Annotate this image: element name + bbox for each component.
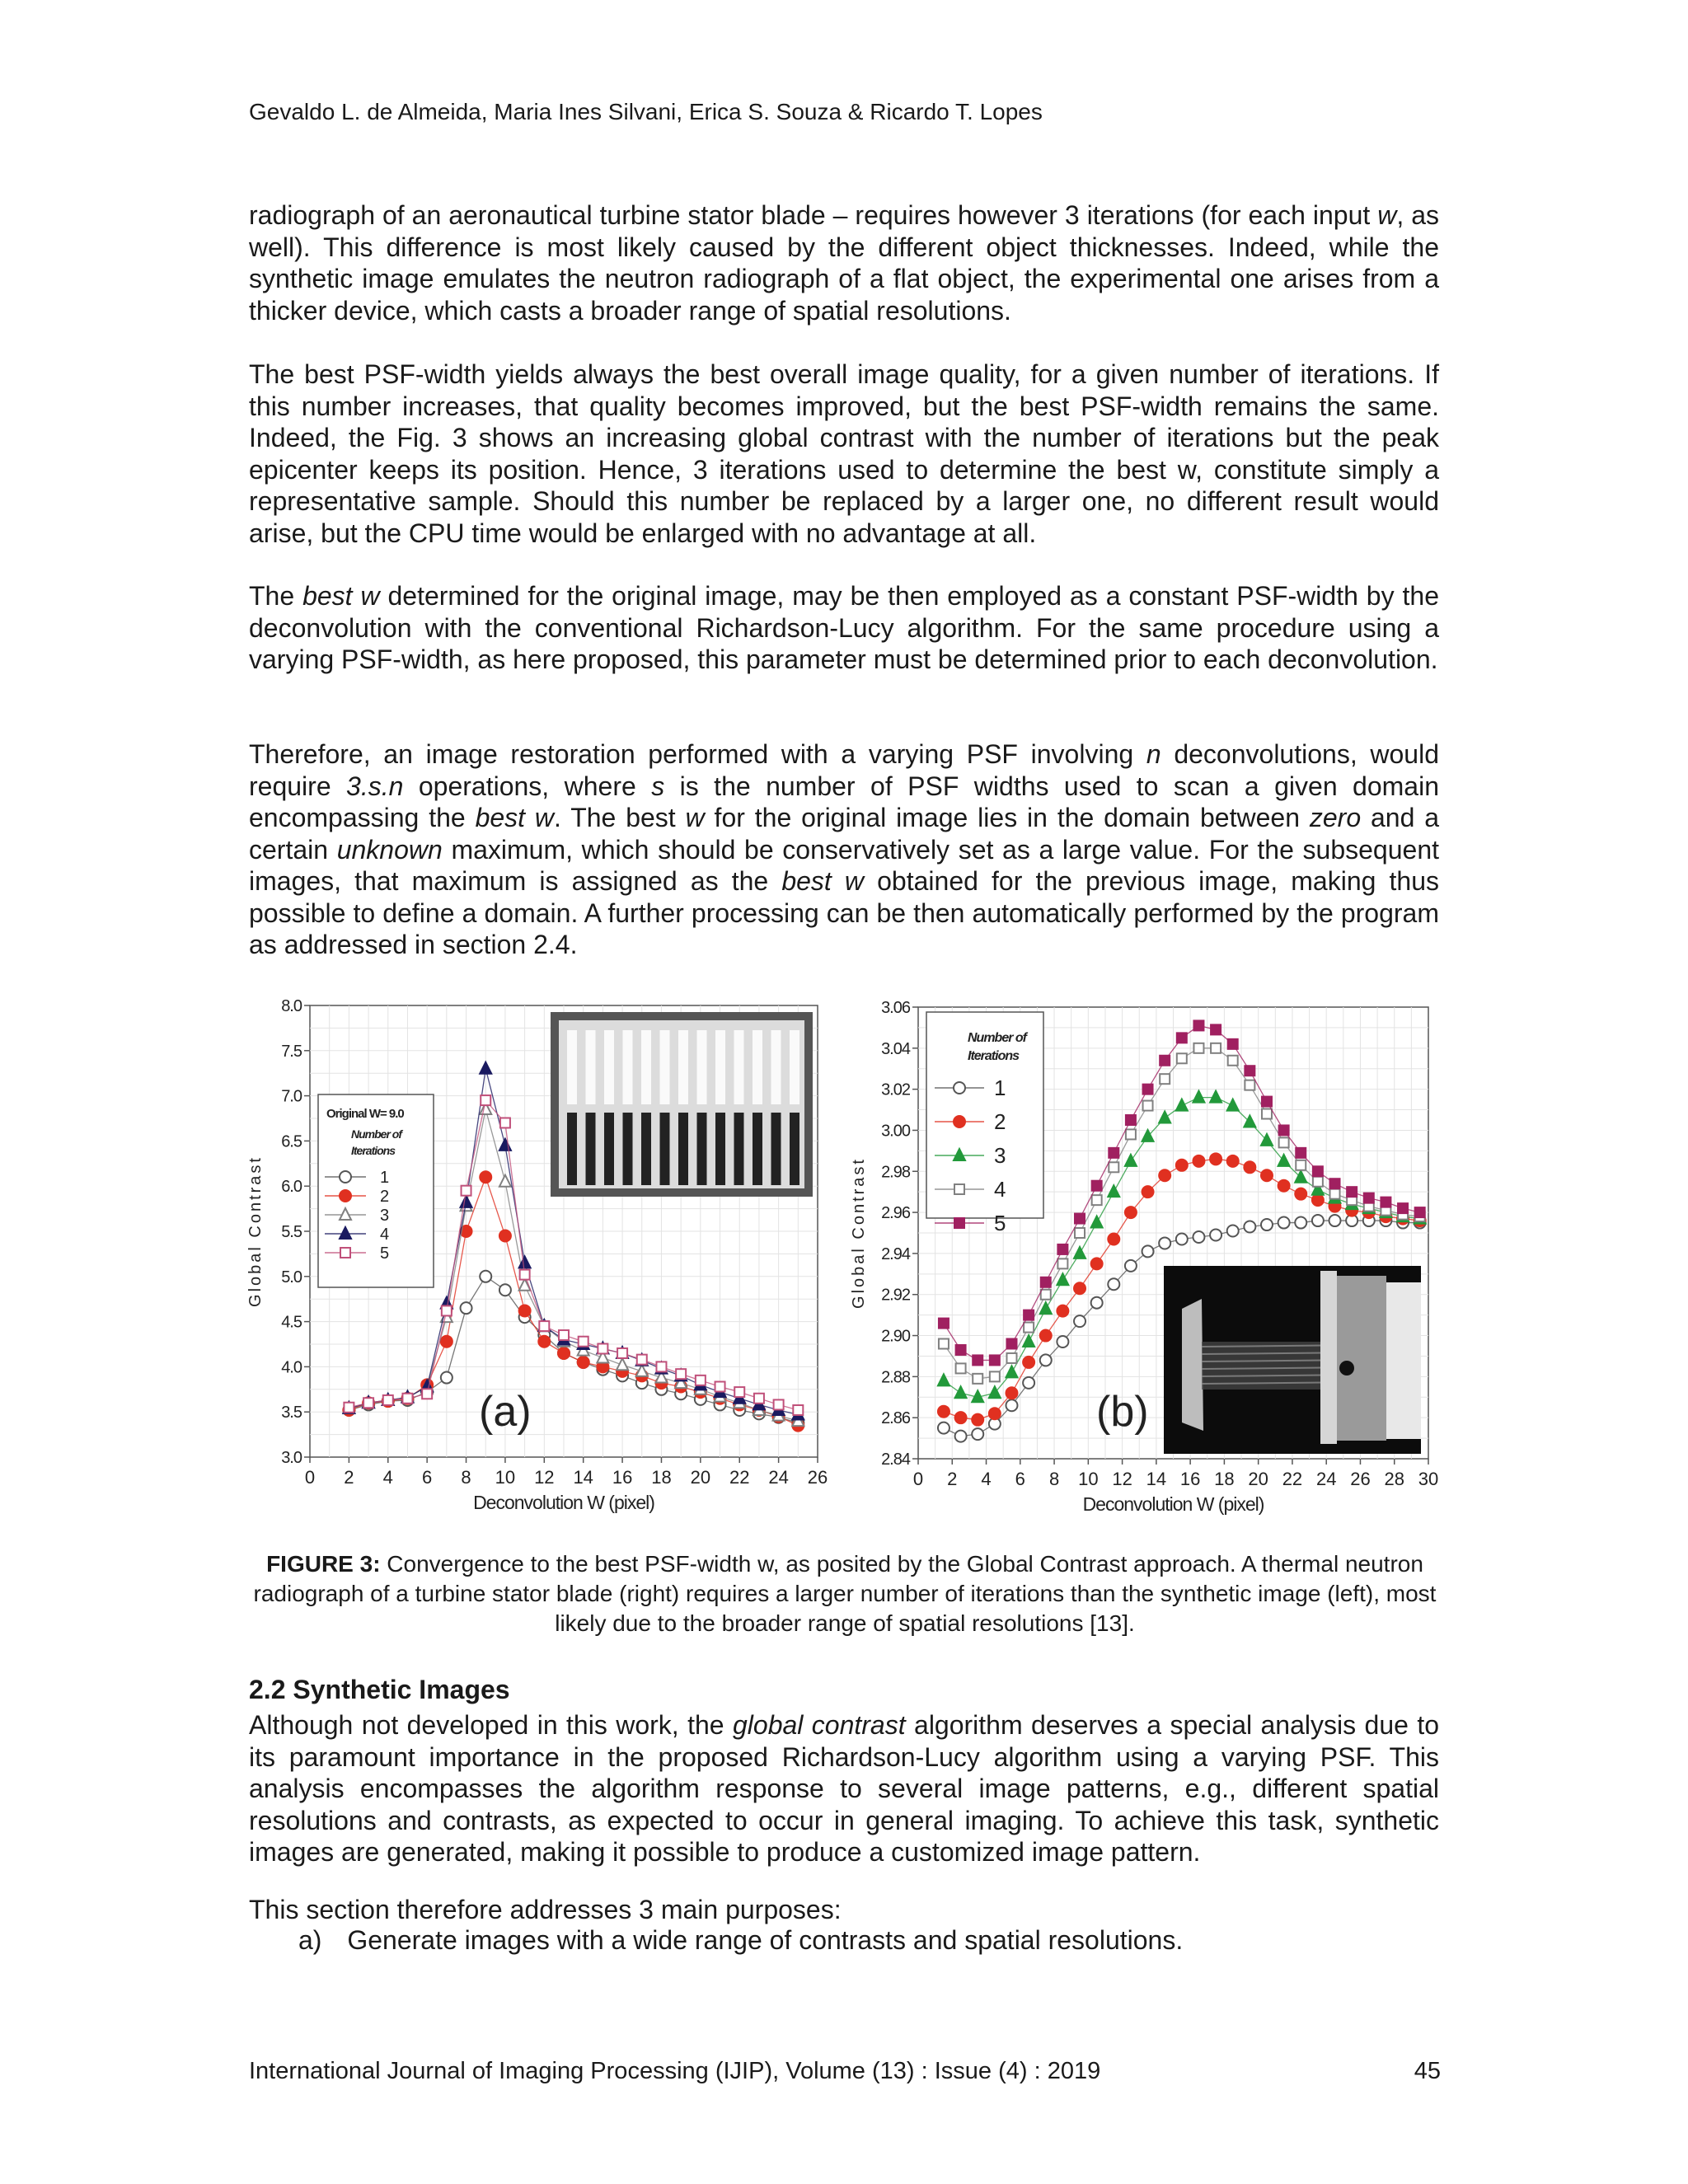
x-tick-label: 22 xyxy=(1282,1469,1303,1489)
radiograph-block xyxy=(1337,1276,1386,1441)
y-tick-label: 3.00 xyxy=(881,1122,910,1141)
data-point xyxy=(1211,1024,1221,1034)
data-point xyxy=(1381,1197,1390,1207)
x-tick-label: 0 xyxy=(304,1467,316,1488)
y-axis-label: Global Contrast xyxy=(246,1155,265,1307)
x-axis-label: Deconvolution W (pixel) xyxy=(1082,1493,1264,1515)
y-tick-label: 2.98 xyxy=(881,1163,910,1182)
y-tick-label: 6.0 xyxy=(281,1178,302,1197)
data-point xyxy=(1210,1153,1221,1165)
inset-bar-light xyxy=(660,1030,670,1104)
data-point xyxy=(955,1412,967,1423)
y-tick-label: 3.0 xyxy=(281,1449,302,1467)
italic-text: 3.s.n xyxy=(346,771,404,801)
legend-marker xyxy=(340,1248,350,1258)
data-point xyxy=(499,1284,511,1296)
data-point xyxy=(715,1382,725,1392)
data-point xyxy=(938,1406,950,1418)
x-tick-label: 4 xyxy=(382,1467,393,1488)
data-point xyxy=(1143,1085,1153,1094)
data-point xyxy=(461,1302,472,1314)
data-point xyxy=(1244,1161,1255,1173)
x-tick-label: 4 xyxy=(981,1469,992,1489)
data-point xyxy=(1040,1330,1052,1342)
inset-bar-light xyxy=(697,1030,707,1104)
data-point xyxy=(1108,1278,1119,1290)
data-point xyxy=(1312,1215,1324,1226)
data-point xyxy=(1210,1229,1221,1240)
data-point xyxy=(938,1422,950,1434)
data-point xyxy=(1024,1310,1034,1320)
data-point xyxy=(520,1270,530,1280)
figure-3a-chart xyxy=(244,997,846,1525)
data-point xyxy=(617,1348,627,1358)
data-point xyxy=(1057,1258,1067,1268)
data-point xyxy=(1177,1033,1187,1043)
text-run: for the original image lies in the domain between xyxy=(704,803,1310,832)
y-tick-label: 2.96 xyxy=(881,1204,910,1223)
data-point xyxy=(1074,1315,1085,1327)
data-point xyxy=(1262,1097,1272,1107)
data-point xyxy=(363,1398,373,1408)
body-paragraph-1 xyxy=(249,199,1439,326)
legend-subtitle: Number of xyxy=(351,1127,401,1141)
data-point xyxy=(696,1376,706,1385)
y-tick-label: 2.90 xyxy=(881,1327,910,1346)
y-tick-label: 3.04 xyxy=(881,1039,910,1058)
x-tick-label: 30 xyxy=(1418,1469,1439,1489)
inset-bar-light xyxy=(604,1030,614,1104)
panel-label: (a) xyxy=(479,1388,532,1436)
data-point xyxy=(1024,1323,1034,1333)
y-tick-label: 8.0 xyxy=(281,997,302,1015)
data-point xyxy=(1006,1399,1017,1411)
inset-bar-light xyxy=(790,1030,799,1104)
data-point xyxy=(578,1357,589,1368)
legend-label: 5 xyxy=(380,1244,390,1263)
legend-label: 3 xyxy=(380,1207,390,1225)
inset-bar-dark xyxy=(604,1113,614,1185)
inset-bar-dark xyxy=(623,1113,633,1185)
data-point xyxy=(1296,1148,1306,1158)
data-point xyxy=(1057,1305,1068,1317)
text-run: algorithm deserves a special analysis due to its paramount importance in the proposed Richardson-Lucy algorithm using a varying PSF. This analysis encompasses the algorithm response to several image patterns, e.g., different spatial resolutions and contrasts, as expected to occur in general imaging. To achieve this task, synthetic images are generated, making it possible to produce a customized image pattern. xyxy=(249,1710,1440,1867)
data-point xyxy=(1109,1148,1118,1158)
data-point xyxy=(344,1403,354,1413)
x-tick-label: 14 xyxy=(1146,1469,1167,1489)
data-point xyxy=(1227,1226,1239,1237)
inset-bar-light xyxy=(623,1030,633,1104)
data-point xyxy=(1057,1336,1068,1347)
inset-bar-light xyxy=(678,1030,688,1104)
y-tick-label: 5.5 xyxy=(281,1223,302,1241)
data-point xyxy=(973,1374,982,1384)
legend-marker xyxy=(340,1171,351,1183)
x-tick-label: 26 xyxy=(807,1467,828,1488)
data-point xyxy=(1176,1233,1188,1244)
data-point xyxy=(1228,1039,1238,1049)
inset-bar-dark xyxy=(567,1113,577,1185)
data-point xyxy=(1313,1166,1323,1176)
data-point xyxy=(774,1399,784,1409)
figure-caption-text: Convergence to the best PSF-width w, as posited by the Global Contrast approach. A thermal neutron radiograph of a turbine stator blade (right) requires a larger number of iterations than the synthetic image (left), most likely due to the broader range of spatial resolutions [13]. xyxy=(253,1551,1437,1636)
x-axis-label: Deconvolution W (pixel) xyxy=(473,1492,654,1513)
inset-bar-light xyxy=(567,1030,577,1104)
data-point xyxy=(1125,1207,1137,1218)
data-point xyxy=(500,1118,510,1127)
inset-bar-dark xyxy=(586,1113,596,1185)
data-point xyxy=(402,1394,412,1404)
legend-label: 1 xyxy=(994,1076,1006,1100)
data-point xyxy=(1228,1056,1238,1066)
inset-bar-dark xyxy=(678,1113,688,1185)
inset-bar-dark xyxy=(790,1113,799,1185)
x-tick-label: 10 xyxy=(495,1467,516,1488)
text-run: Therefore, an image restoration performed with a varying PSF involving xyxy=(249,739,1146,769)
x-tick-label: 6 xyxy=(1015,1469,1025,1489)
section-paragraph-2 xyxy=(249,1894,1439,1926)
inset-bar-dark xyxy=(734,1113,744,1185)
data-point xyxy=(1193,1043,1203,1053)
data-point xyxy=(1075,1228,1085,1238)
data-point xyxy=(956,1345,966,1355)
data-point xyxy=(1245,1080,1254,1090)
x-tick-label: 8 xyxy=(461,1467,471,1488)
data-point xyxy=(462,1186,471,1196)
italic-text: zero xyxy=(1309,803,1362,832)
radiograph-blade-left xyxy=(1182,1299,1203,1431)
data-point xyxy=(1142,1186,1154,1197)
legend-marker xyxy=(954,1116,965,1127)
footer-journal: International Journal of Imaging Processing (IJIP), Volume (13) : Issue (4) : 2019 xyxy=(249,2058,1101,2084)
data-point xyxy=(1057,1244,1067,1254)
data-point xyxy=(676,1369,686,1379)
inset-bar-light xyxy=(715,1030,725,1104)
data-point xyxy=(1278,1180,1290,1192)
data-point xyxy=(1092,1181,1102,1191)
y-tick-label: 4.0 xyxy=(281,1358,302,1377)
data-point xyxy=(956,1363,966,1373)
radiograph-block-right xyxy=(1386,1282,1421,1439)
text-run: obtained for the previous image, making thus possible to define a domain. A further processing can be then automatically performed by the program as addressed in section 2.4. xyxy=(249,866,1440,959)
italic-text: w xyxy=(685,803,705,832)
legend-marker xyxy=(954,1184,964,1194)
data-point xyxy=(1006,1387,1017,1399)
data-point xyxy=(499,1230,511,1241)
legend-subtitle: Iterations xyxy=(351,1144,396,1157)
data-point xyxy=(1040,1354,1052,1366)
panel-label: (b) xyxy=(1096,1388,1149,1436)
x-tick-label: 24 xyxy=(768,1467,789,1488)
text-run: determined for the original image, may be then employed as a constant PSF-width by the deconvolution with the conventional Richardson-Lucy algorithm. For the same procedure using a varying PSF-width, as here proposed, this parameter must be determined prior to each deconvolution. xyxy=(249,581,1440,674)
data-point xyxy=(519,1305,531,1316)
figure-3b-chart xyxy=(849,997,1451,1525)
y-tick-label: 7.5 xyxy=(281,1042,302,1061)
data-point xyxy=(637,1355,647,1365)
legend-marker xyxy=(954,1218,964,1228)
data-point xyxy=(598,1343,607,1353)
y-axis-label: Global Contrast xyxy=(850,1157,868,1309)
data-point xyxy=(1006,1353,1016,1363)
data-point xyxy=(1006,1339,1016,1349)
text-run: maximum, which should be conservatively set as a large value. For the subsequent images, that maximum is assigned as the xyxy=(249,834,1440,896)
data-point xyxy=(990,1371,1000,1381)
y-tick-label: 5.0 xyxy=(281,1268,302,1286)
data-point xyxy=(793,1405,803,1415)
legend-title: Original W= 9.0 xyxy=(326,1107,404,1121)
y-tick-label: 2.86 xyxy=(881,1409,910,1428)
italic-text: w xyxy=(1377,200,1397,230)
data-point xyxy=(1193,1231,1204,1243)
data-point xyxy=(1159,1237,1170,1249)
data-point xyxy=(441,1372,452,1384)
data-point xyxy=(1125,1260,1137,1272)
y-tick-label: 7.0 xyxy=(281,1087,302,1106)
y-tick-label: 3.5 xyxy=(281,1404,302,1422)
radiograph-hole xyxy=(1339,1361,1354,1376)
italic-text: best w xyxy=(302,581,380,611)
body-paragraph-3 xyxy=(249,580,1439,676)
data-point xyxy=(972,1428,983,1440)
legend-marker xyxy=(340,1190,351,1202)
body-paragraph-4 xyxy=(249,738,1439,961)
x-tick-label: 22 xyxy=(729,1467,750,1488)
legend-box xyxy=(318,1094,434,1287)
x-tick-label: 24 xyxy=(1315,1469,1337,1489)
data-point xyxy=(441,1336,452,1347)
data-point xyxy=(1075,1214,1085,1224)
text-run: and a certain xyxy=(249,803,1440,865)
data-point xyxy=(939,1339,949,1349)
data-point xyxy=(1143,1101,1153,1111)
inset-bar-dark xyxy=(660,1113,670,1185)
data-point xyxy=(1126,1129,1136,1139)
y-tick-label: 2.94 xyxy=(881,1244,910,1263)
x-tick-label: 18 xyxy=(651,1467,672,1488)
data-point xyxy=(1160,1056,1170,1066)
inset-bar-light xyxy=(641,1030,651,1104)
italic-text: n xyxy=(1146,739,1161,769)
data-point xyxy=(1023,1357,1034,1368)
legend-label: 1 xyxy=(380,1169,390,1187)
data-point xyxy=(1092,1195,1102,1205)
legend-label: 4 xyxy=(994,1177,1006,1202)
x-tick-label: 6 xyxy=(422,1467,433,1488)
data-point xyxy=(1176,1160,1188,1171)
data-point xyxy=(1262,1109,1272,1119)
data-point xyxy=(1126,1115,1136,1125)
x-tick-label: 2 xyxy=(947,1469,958,1489)
legend-label: 3 xyxy=(994,1143,1006,1168)
inset-bar-dark xyxy=(753,1113,762,1185)
italic-text: unknown xyxy=(336,834,443,865)
data-point xyxy=(656,1361,666,1371)
data-point xyxy=(480,1171,491,1183)
data-point xyxy=(1109,1162,1118,1172)
data-point xyxy=(538,1336,550,1347)
body-paragraph-2 xyxy=(249,359,1439,549)
legend-label: 2 xyxy=(994,1109,1006,1134)
data-point xyxy=(383,1395,393,1405)
data-point xyxy=(972,1414,983,1426)
data-point xyxy=(1312,1194,1324,1206)
inset-bar-light xyxy=(734,1030,744,1104)
text-run: . The best xyxy=(554,803,686,832)
y-tick-label: 2.84 xyxy=(881,1451,910,1469)
data-point xyxy=(1347,1187,1357,1197)
inset-bar-dark xyxy=(641,1113,651,1185)
data-point xyxy=(973,1355,982,1365)
data-point xyxy=(1330,1179,1340,1188)
legend-title: Iterations xyxy=(968,1049,1020,1063)
x-tick-label: 12 xyxy=(1112,1469,1132,1489)
y-tick-label: 2.92 xyxy=(881,1286,910,1305)
x-tick-label: 20 xyxy=(690,1467,711,1488)
x-tick-label: 0 xyxy=(912,1469,924,1489)
data-point xyxy=(1330,1189,1340,1199)
y-tick-label: 3.02 xyxy=(881,1080,910,1099)
data-point xyxy=(754,1394,764,1404)
legend-label: 5 xyxy=(994,1211,1006,1235)
data-point xyxy=(1108,1233,1119,1244)
italic-text: best w xyxy=(781,866,865,896)
legend-title: Number of xyxy=(968,1031,1026,1045)
data-point xyxy=(1160,1074,1170,1084)
inset-bar-light xyxy=(771,1030,781,1104)
running-header: Gevaldo L. de Almeida, Maria Ines Silvani, Erica S. Souza & Ricardo T. Lopes xyxy=(249,99,1043,124)
data-point xyxy=(1193,1020,1203,1030)
data-point xyxy=(1398,1203,1408,1213)
text-run: radiograph of an aeronautical turbine stator blade – requires however 3 iterations (for each input xyxy=(249,200,1378,230)
data-point xyxy=(1261,1169,1273,1181)
text-run: is the number of PSF widths used to scan a given domain encompassing the xyxy=(249,771,1440,832)
inset-bar-light xyxy=(586,1030,596,1104)
legend-label: 2 xyxy=(380,1188,390,1206)
data-point xyxy=(1296,1160,1306,1170)
x-tick-label: 2 xyxy=(344,1467,354,1488)
data-point xyxy=(1074,1282,1085,1294)
data-point xyxy=(1364,1193,1374,1203)
data-point xyxy=(579,1337,588,1347)
text-run: This section therefore addresses 3 main purposes: xyxy=(249,1895,842,1924)
data-point xyxy=(955,1431,967,1442)
data-point xyxy=(1415,1207,1425,1217)
y-tick-label: 4.5 xyxy=(281,1313,302,1332)
inset-bar-dark xyxy=(697,1113,707,1185)
data-point xyxy=(1261,1219,1273,1230)
data-point xyxy=(1295,1217,1306,1229)
data-point xyxy=(1227,1155,1239,1167)
x-tick-label: 28 xyxy=(1384,1469,1404,1489)
data-point xyxy=(1091,1297,1103,1309)
x-tick-label: 18 xyxy=(1214,1469,1235,1489)
data-point xyxy=(1313,1177,1323,1187)
data-point xyxy=(1041,1277,1051,1287)
data-point xyxy=(442,1305,452,1315)
data-point xyxy=(1091,1258,1103,1269)
data-point xyxy=(1041,1290,1051,1300)
data-point xyxy=(558,1347,570,1359)
inset-bar-light xyxy=(753,1030,762,1104)
italic-text: global contrast xyxy=(732,1710,906,1740)
list-text: Generate images with a wide range of contrasts and spatial resolutions. xyxy=(347,1925,1184,1955)
data-point xyxy=(1278,1217,1290,1229)
text-run: , as well). This difference is most likely caused by the different object thicknesses. Indeed, while the synthetic image emulates the neutron radiograph of a flat object, the experimental one arises from a thicker device, which casts a broader range of spatial resolutions. xyxy=(249,200,1440,326)
figure-caption-label: FIGURE 3: xyxy=(266,1551,381,1577)
text-run: deconvolutions, would require xyxy=(249,739,1440,801)
data-point xyxy=(1159,1169,1170,1181)
x-tick-label: 12 xyxy=(534,1467,555,1488)
x-tick-label: 8 xyxy=(1048,1469,1060,1489)
data-point xyxy=(1244,1221,1255,1233)
data-point xyxy=(481,1095,490,1105)
list-marker: a) xyxy=(298,1925,322,1955)
page-number: 45 xyxy=(1414,2058,1441,2084)
data-point xyxy=(1177,1053,1187,1063)
section-title: 2.2 Synthetic Images xyxy=(249,1675,510,1704)
data-point xyxy=(559,1330,569,1340)
text-run: The xyxy=(249,581,303,611)
x-tick-label: 20 xyxy=(1248,1469,1268,1489)
legend-label: 4 xyxy=(380,1226,390,1244)
data-point xyxy=(1279,1137,1289,1147)
y-tick-label: 6.5 xyxy=(281,1132,302,1151)
text-run: Although not developed in this work, the xyxy=(249,1710,733,1740)
data-point xyxy=(1245,1066,1254,1076)
x-tick-label: 26 xyxy=(1350,1469,1371,1489)
legend-marker xyxy=(954,1082,965,1094)
text-run: operations, where xyxy=(403,771,652,801)
inset-bar-dark xyxy=(715,1113,725,1185)
italic-text: s xyxy=(651,771,665,801)
x-tick-label: 16 xyxy=(1179,1469,1201,1489)
y-tick-label: 3.06 xyxy=(881,999,910,1017)
x-tick-label: 10 xyxy=(1078,1469,1099,1489)
data-point xyxy=(1295,1188,1306,1200)
x-tick-label: 14 xyxy=(573,1467,593,1488)
data-point xyxy=(734,1387,744,1397)
data-point xyxy=(1193,1155,1204,1167)
data-point xyxy=(480,1271,491,1282)
section-paragraph-1 xyxy=(249,1709,1439,1868)
x-tick-label: 16 xyxy=(612,1467,633,1488)
data-point xyxy=(1142,1245,1154,1257)
list-item xyxy=(298,1925,1183,1956)
figure-caption xyxy=(247,1549,1442,1638)
data-point xyxy=(939,1319,949,1329)
data-point xyxy=(1023,1377,1034,1389)
data-point xyxy=(539,1321,549,1331)
data-point xyxy=(422,1389,432,1399)
data-point xyxy=(1279,1125,1289,1135)
inset-bar-dark xyxy=(771,1113,781,1185)
text-run: The best PSF-width yields always the best overall image quality, for a given number of iterations. If this number increases, that quality becomes improved, but the best PSF-width remains the same. Indeed, the Fig. 3 shows an increasing global contrast with the number of iterations but the peak epicenter keeps its position. Hence, 3 iterations used to determine the best w, constitute simply a representative sample. Should this number be replaced by a larger one, no different result would arise, but the CPU time would be enlarged with no advantage at all. xyxy=(249,359,1439,548)
data-point xyxy=(989,1408,1001,1419)
italic-text: best w xyxy=(475,803,555,832)
y-tick-label: 2.88 xyxy=(881,1368,910,1387)
data-point xyxy=(1329,1215,1341,1226)
radiograph-block-edge xyxy=(1320,1271,1337,1444)
data-point xyxy=(1211,1043,1221,1053)
data-point xyxy=(990,1355,1000,1365)
